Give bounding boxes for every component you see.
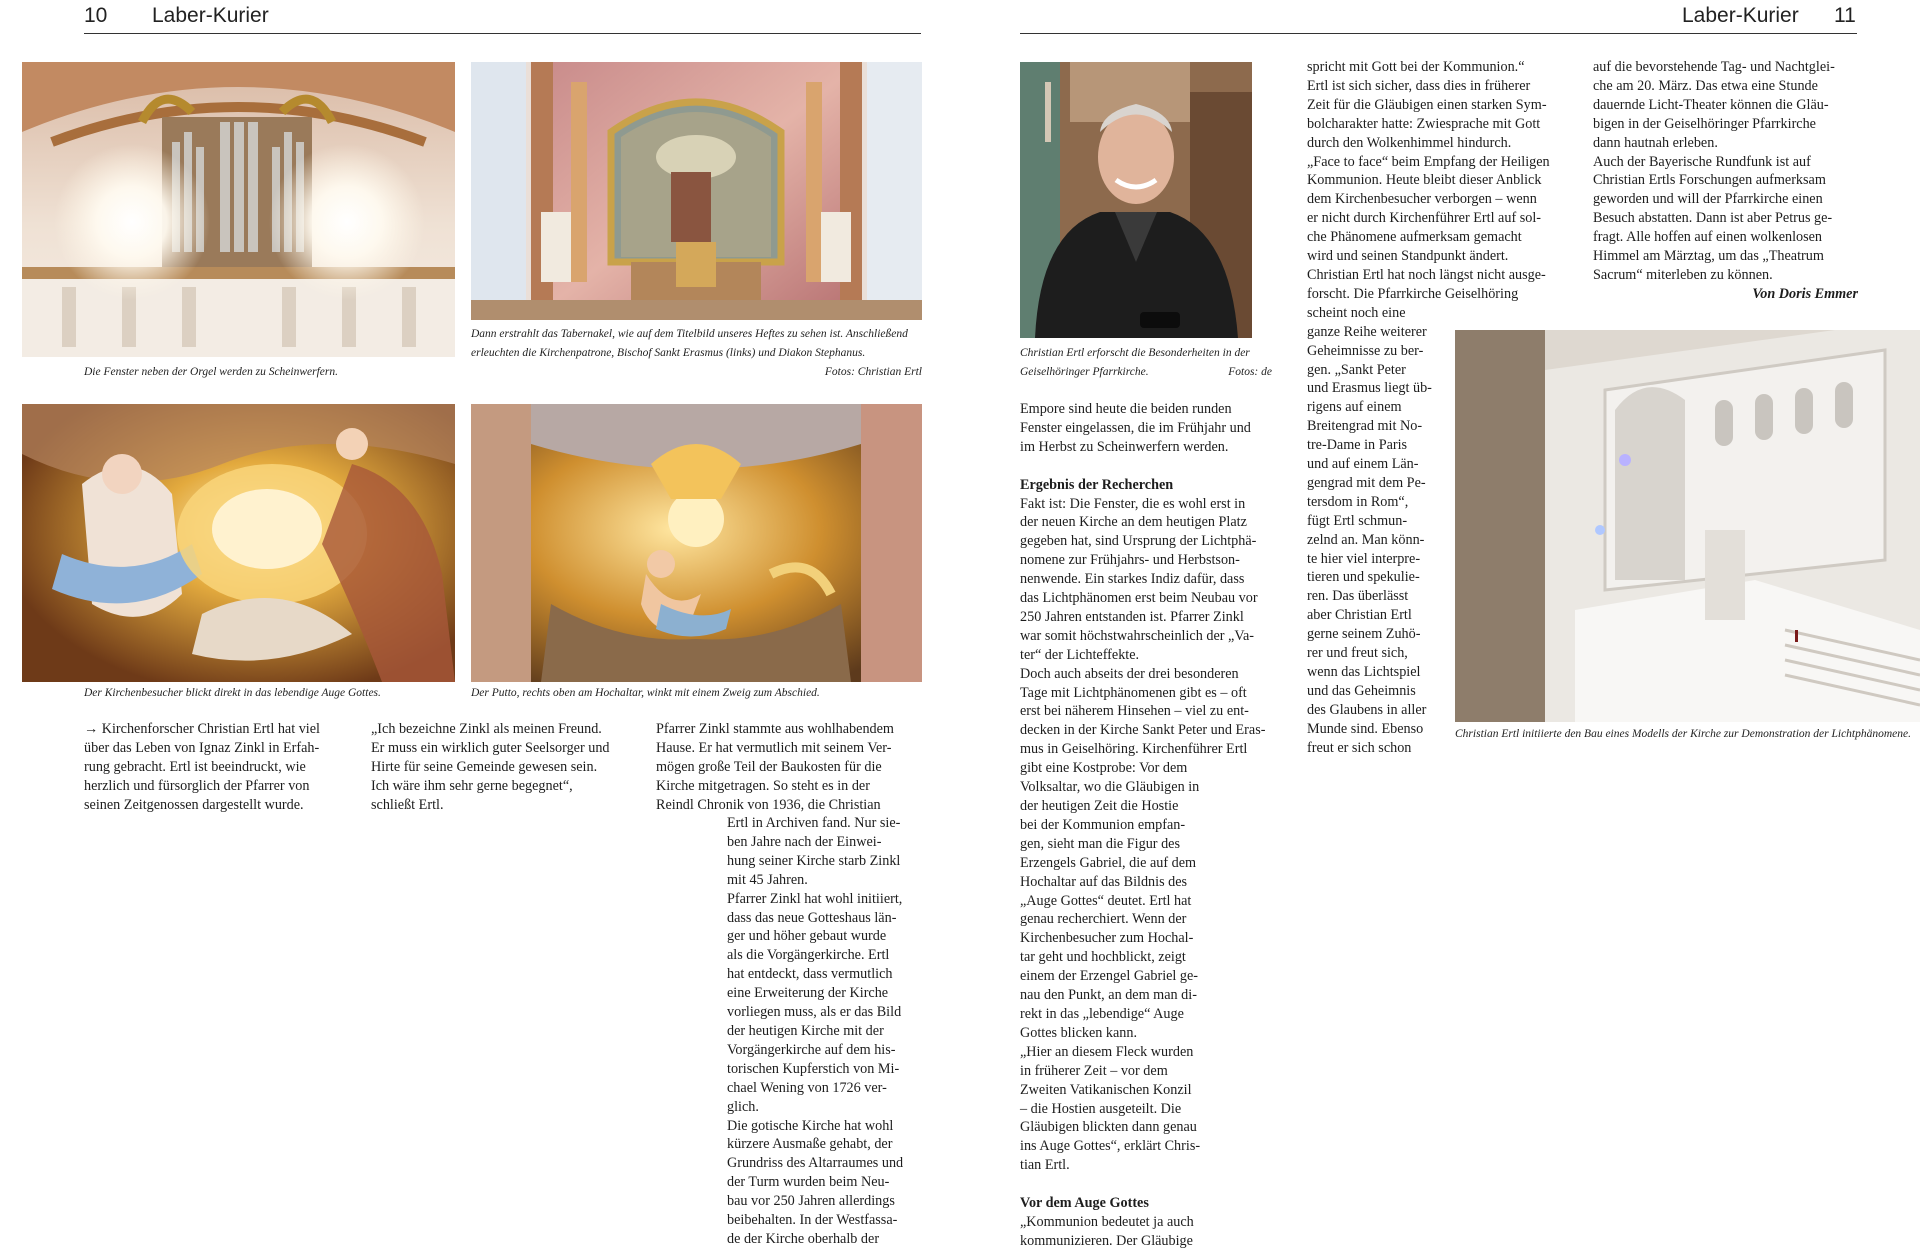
text-line: „Hier an diesem Fleck wurden [1020, 1043, 1194, 1060]
text-line: ter“ der Lichteffekte. [1020, 646, 1140, 663]
text-line: Gottes blicken kann. [1020, 1024, 1138, 1041]
text-line: Zeit für die Gläubigen einen starken Sym- [1307, 96, 1547, 113]
text-line: kommunizieren. Der Gläubige [1020, 1232, 1193, 1249]
text-line: → Kirchenforscher Christian Ertl hat viel [84, 721, 320, 737]
text-line: Vorgängerkirche auf dem his- [727, 1041, 896, 1058]
text-line: dem Kirchenbesucher verborgen – wenn [1307, 191, 1537, 208]
text-line: Ertl in Archiven fand. Nur sie- [727, 815, 901, 831]
text-line: bau vor 250 Jahren allerdings [727, 1193, 895, 1210]
text-line: Fakt ist: Die Fenster, die es wohl erst in [1020, 495, 1246, 512]
text-line: Gläubigen blickten dann genau [1020, 1119, 1197, 1136]
text-line: „Face to face“ beim Empfang der Heiligen [1307, 153, 1550, 170]
text-line: schließt Ertl. [371, 796, 444, 813]
text-line: vorliegen muss, als er das Bild [727, 1004, 902, 1021]
text-line: gegeben hat, sind Ursprung der Lichtphä- [1020, 533, 1257, 550]
eye-of-god-caption: Der Kirchenbesucher blickt direkt in das lebendige Auge Gottes. [84, 687, 381, 699]
text-line: de der Kirche oberhalb der [727, 1230, 880, 1247]
left-column-2 [371, 720, 646, 815]
text-line: mus in Geiselhöring. Kirchenführer Ertl [1020, 741, 1248, 758]
text-line: zelnd an. Man könn- [1307, 531, 1425, 548]
text-line: Die gotische Kirche hat wohl [727, 1117, 894, 1134]
text-line: bei der Kommunion empfan- [1020, 816, 1186, 833]
text-line: Fenster eingelassen, die im Frühjahr und [1020, 419, 1251, 436]
text-line: rer und freut sich, [1307, 645, 1408, 662]
text-line: Volksaltar, wo die Gläubigen in [1020, 779, 1200, 796]
text-line: dass das neue Gotteshaus län- [727, 909, 897, 926]
portrait-caption [1020, 344, 1272, 382]
text-line: wird und seinen Standpunkt ändert. [1307, 248, 1509, 265]
text-line: Reindl Chronik von 1936, die Christian [656, 796, 881, 813]
author-signature: Von Doris Emmer [1752, 285, 1858, 302]
text-line: in früherer Zeit – vor dem [1020, 1062, 1168, 1079]
text-line: Er muss ein wirklich guter Seelsorger und [371, 739, 610, 756]
text-line: Breitengrad mit No- [1307, 418, 1423, 435]
text-line: ben Jahre nach der Einwei- [727, 833, 882, 850]
text-line: tersdom in Rom“, [1307, 493, 1409, 510]
text-line: Grundriss des Altarraumes und [727, 1155, 904, 1172]
text-line: Kirche mitgetragen. So steht es in der [656, 777, 870, 794]
text-line: Hirte für seine Gemeinde gewesen sein. [371, 758, 598, 775]
portrait-photo [1020, 62, 1252, 338]
text-line: und Erasmus liegt üb- [1307, 380, 1432, 397]
text-line: bigen in der Geiselhöringer Pfarrkirche [1593, 115, 1816, 132]
tabernacle-caption-text: Dann erstrahlt das Tabernakel, wie auf dem Titelbild unseres Heftes zu sehen ist. Anschließend erleuchten die Kirchenpatrone, Bischof Sankt Erasmus (links) und Diakon Stephanus. [471, 328, 908, 359]
text-line: über das Leben von Ignaz Zinkl in Erfah- [84, 739, 320, 756]
text-line: te hier viel interpre- [1307, 550, 1421, 567]
text-line: „Auge Gottes“ deutet. Ertl hat [1020, 892, 1192, 909]
text-line: der heutigen Kirche mit der [727, 1022, 884, 1039]
text-line: mögen große Teil der Baukosten für die [656, 758, 882, 775]
text-line: glich. [727, 1098, 759, 1115]
text-line: er nicht durch Kirchenführer Ertl auf sol- [1307, 210, 1541, 227]
text-line: bolcharakter hatte: Zwiesprache mit Gott [1307, 115, 1541, 132]
text-line: fügt Ertl schmun- [1307, 512, 1408, 529]
left-page-number: 10 [84, 4, 108, 27]
text-line: torischen Kupferstich von Mi- [727, 1060, 900, 1077]
left-column-1 [84, 720, 359, 815]
text-line: tar geht und hochblickt, zeigt [1020, 949, 1186, 966]
text-line: Hause. Er hat vermutlich mit seinem Ver- [656, 739, 892, 756]
text-line: gerne seinem Zuhö- [1307, 626, 1421, 643]
text-line: gen, sieht man die Figur des [1020, 835, 1180, 852]
text-line: Erzengels Gabriel, die auf dem [1020, 854, 1197, 871]
text-line: als die Vorgängerkirche. Ertl [727, 947, 890, 964]
text-line: der Turm wurden beim Neu- [727, 1174, 890, 1191]
text-line: mit 45 Jahren. [727, 871, 808, 888]
text-line: Doch auch abseits der drei besonderen [1020, 665, 1239, 682]
text-line: aber Christian Ertl [1307, 607, 1412, 624]
right-column-1 [1020, 400, 1282, 1251]
tabernacle-photo [471, 62, 922, 320]
right-page-number: 11 [1834, 4, 1856, 27]
text-line: che Phänomene aufmerksam gemacht [1307, 229, 1522, 246]
text-line: eine Erweiterung der Kirche [727, 985, 889, 1002]
text-line: decken in der Kirche Sankt Peter und Eras- [1020, 722, 1266, 739]
text-line: nau den Punkt, an dem man di- [1020, 987, 1197, 1004]
text-line: ins Auge Gottes“, erklärt Chris- [1020, 1138, 1201, 1155]
text-line: geworden und will der Pfarrkirche einen [1593, 191, 1823, 208]
text-line: dauernde Licht-Theater können die Gläu- [1593, 96, 1829, 113]
church-model-caption: Christian Ertl initiierte den Bau eines Modells der Kirche zur Demonstration der Lichtphänomene. [1455, 728, 1912, 740]
text-line: scheint noch eine [1307, 304, 1406, 321]
text-line: des Glaubens in aller [1307, 701, 1427, 718]
heading-eye-of-god: Vor dem Auge Gottes [1020, 1195, 1149, 1212]
right-header-rule [1020, 33, 1857, 34]
text-line: rigens auf einem [1307, 399, 1402, 416]
putto-caption: Der Putto, rechts oben am Hochaltar, winkt mit einem Zweig zum Abschied. [471, 687, 820, 699]
text-line: Kirchenbesucher zum Hochal- [1020, 930, 1194, 947]
text-line: tre-Dame in Paris [1307, 437, 1408, 454]
portrait-caption-text: Christian Ertl erforscht die Besonderheiten in der Geiselhöringer Pfarrkirche. [1020, 347, 1250, 378]
left-header-rule [84, 33, 921, 34]
text-line: che am 20. März. Das etwa eine Stunde [1593, 77, 1818, 94]
text-line: und das Geheimnis [1307, 682, 1416, 699]
text-line: spricht mit Gott bei der Kommunion.“ [1307, 59, 1525, 75]
text-line: gibt eine Kostprobe: Vor dem [1020, 760, 1188, 777]
left-column-3-top [656, 720, 931, 815]
text-line: Kommunion. Heute bleibt dieser Anblick [1307, 172, 1542, 189]
text-line: rekt in das „lebendige“ Auge [1020, 1005, 1184, 1022]
text-line: Zweiten Vatikanischen Konzil [1020, 1081, 1192, 1098]
text-line: und auf einem Län- [1307, 456, 1419, 473]
text-line: forscht. Die Pfarrkirche Geiselhöring [1307, 285, 1519, 302]
tabernacle-photo-credit: Fotos: Christian Ertl [824, 366, 922, 378]
organ-photo [22, 62, 455, 357]
eye-of-god-photo [22, 404, 455, 682]
text-line: ren. Das überlässt [1307, 588, 1409, 605]
text-line: rung gebracht. Ertl ist beeindruckt, wie [84, 758, 306, 775]
text-line: Tage mit Lichtphänomenen gibt es – oft [1020, 684, 1247, 701]
text-line: Ertl ist sich sicher, dass dies in früherer [1307, 77, 1531, 94]
text-line: freut er sich schon [1307, 739, 1412, 756]
text-line: der heutigen Zeit die Hostie [1020, 798, 1179, 815]
text-line: Himmel am Märztag, um das „Theatrum [1593, 248, 1824, 265]
text-line: hat entdeckt, dass vermutlich [727, 966, 893, 983]
text-line: 250 Jahren entstanden ist. Pfarrer Zinkl [1020, 608, 1244, 625]
putto-photo [471, 404, 922, 682]
right-column-2 [1307, 58, 1572, 758]
text-line: ger und höher gebaut wurde [727, 928, 887, 945]
text-line: kürzere Ausmaße gehabt, der [727, 1136, 893, 1153]
text-line: tieren und spekulie- [1307, 569, 1420, 586]
text-line: chael Wening von 1726 ver- [727, 1079, 887, 1096]
text-line: ganze Reihe weiterer [1307, 323, 1427, 340]
text-line: im Herbst zu Scheinwerfern werden. [1020, 438, 1229, 455]
text-line: herzlich und fürsorglich der Pfarrer von [84, 777, 310, 794]
text-line: wenn das Lichtspiel [1307, 664, 1421, 680]
text-line: fragt. Alle hoffen auf einen wolkenlosen [1593, 229, 1823, 246]
text-line: Ich wäre ihm sehr gerne begegnet“, [371, 777, 573, 794]
text-line: der neuen Kirche an dem heutigen Platz [1020, 514, 1247, 531]
text-line: Munde sind. Ebenso [1307, 720, 1424, 737]
text-line: „Ich bezeichne Zinkl als meinen Freund. [371, 721, 602, 737]
text-line: „Kommunion bedeutet ja auch [1020, 1213, 1194, 1230]
text-line: Pfarrer Zinkl stammte aus wohlhabendem [656, 721, 894, 737]
text-line: seinen Zeitgenossen dargestellt wurde. [84, 796, 304, 813]
text-line: das Lichtphänomen erst beim Neubau vor [1020, 590, 1258, 607]
text-line: Sacrum“ miterleben zu können. [1593, 266, 1773, 283]
text-line: Besuch abstatten. Dann ist aber Petrus ge- [1593, 210, 1833, 227]
text-line: Christian Ertl hat noch längst nicht ausge- [1307, 266, 1546, 283]
text-line: nenwende. Ein starkes Indiz dafür, dass [1020, 571, 1245, 588]
text-line: durch den Wolkenhimmel hindurch. [1307, 134, 1512, 151]
organ-caption: Die Fenster neben der Orgel werden zu Scheinwerfern. [84, 366, 339, 378]
left-column-3-bottom [727, 814, 932, 1249]
right-running-title: Laber-Kurier [1682, 4, 1799, 27]
text-line: auf die bevorstehende Tag- und Nachtglei- [1593, 59, 1835, 75]
text-line: Auch der Bayerische Rundfunk ist auf [1593, 153, 1811, 170]
text-line: war somit höchstwahrscheinlich der „Va- [1020, 627, 1255, 644]
text-line: erst bei näherem Hinsehen – viel zu ent- [1020, 703, 1249, 720]
text-line: tian Ertl. [1020, 1157, 1070, 1174]
text-line: nomene zur Frühjahrs- und Herbstson- [1020, 552, 1240, 569]
text-line: Hochaltar auf das Bildnis des [1020, 873, 1188, 890]
text-line: dann hautnah erleben. [1593, 134, 1718, 151]
text-line: einem der Erzengel Gabriel ge- [1020, 968, 1199, 985]
text-line: genau recherchiert. Wenn der [1020, 911, 1187, 928]
text-line: – die Hostien ausgeteilt. Die [1020, 1100, 1182, 1117]
heading-results: Ergebnis der Recherchen [1020, 476, 1174, 493]
tabernacle-caption [471, 325, 922, 382]
right-column-3 [1593, 58, 1858, 304]
text-line: Empore sind heute die beiden runden [1020, 401, 1232, 417]
text-line: Christian Ertls Forschungen aufmerksam [1593, 172, 1826, 189]
left-running-title: Laber-Kurier [152, 4, 269, 27]
text-line: gengrad mit dem Pe- [1307, 474, 1426, 491]
text-line: Geheimnisse zu ber- [1307, 342, 1424, 359]
text-line: beibehalten. In der Westfassa- [727, 1212, 898, 1229]
portrait-photo-credit: Fotos: de [1228, 366, 1272, 378]
text-line: hung seiner Kirche starb Zinkl [727, 852, 901, 869]
text-line: gen. „Sankt Peter [1307, 361, 1406, 378]
text-line: Pfarrer Zinkl hat wohl initiiert, [727, 890, 903, 907]
